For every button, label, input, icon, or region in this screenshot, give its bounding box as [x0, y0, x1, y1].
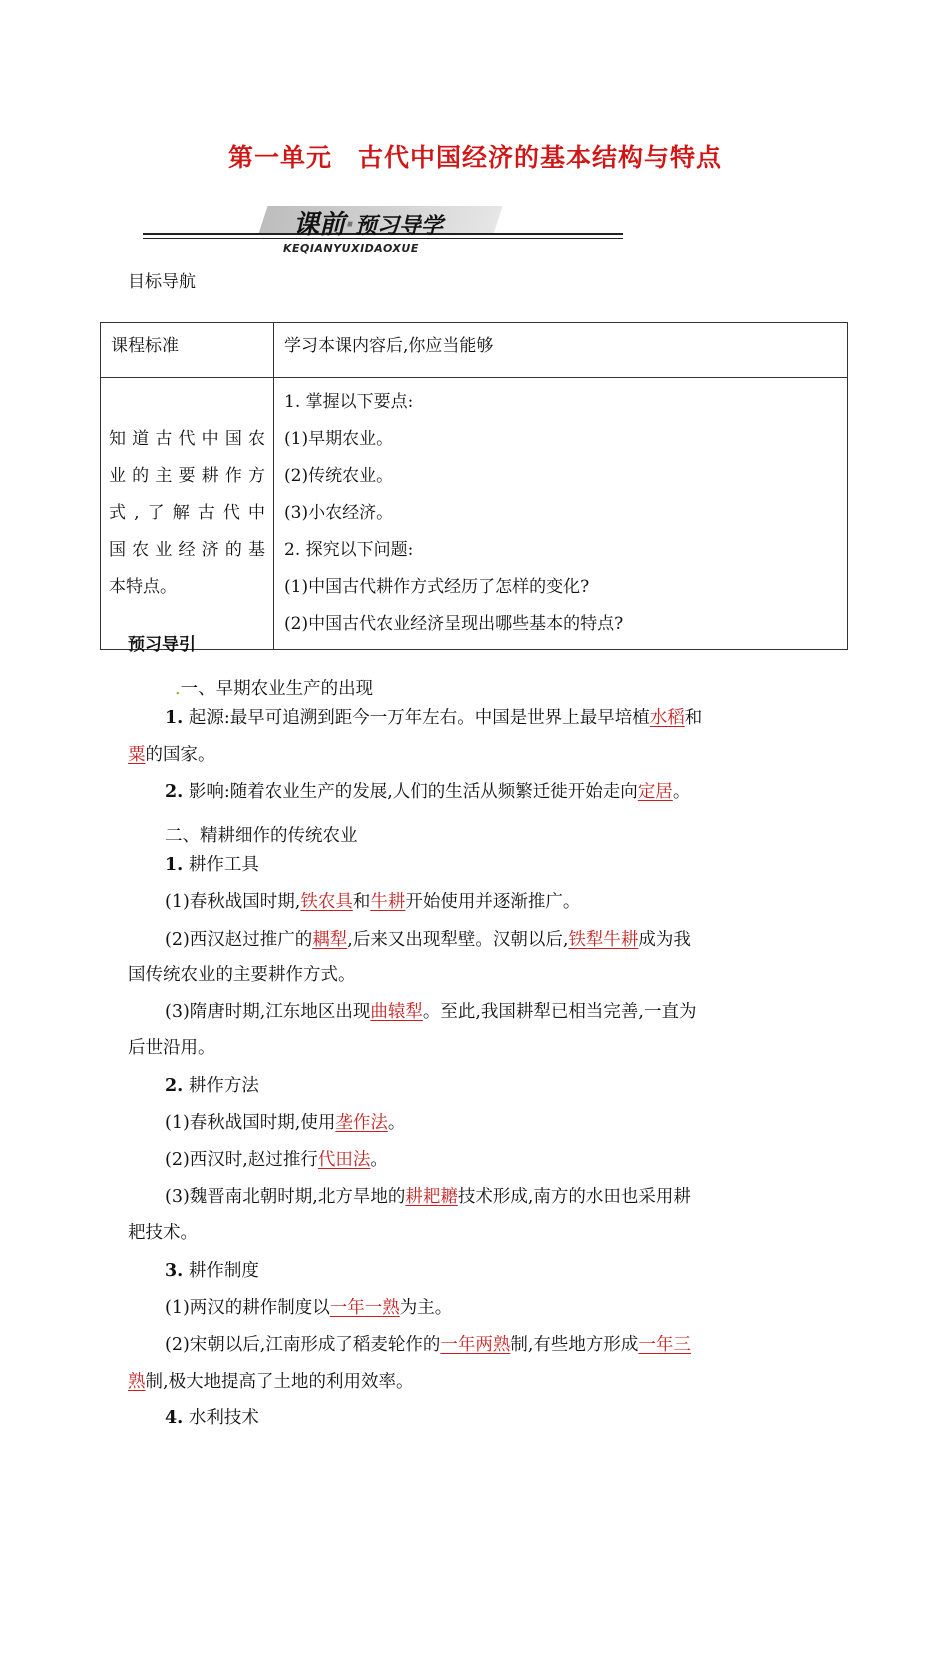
answer-three-crops-cont: 熟 — [128, 1372, 146, 1392]
header-right: 学习本课内容后,你应当能够 — [274, 323, 848, 378]
left-line: 式,了解古代中 — [109, 503, 265, 523]
methods-line-3-cont: 耙技术。 — [128, 1223, 198, 1243]
origin-line: 1. 起源:最早可追溯到距今一万年左右。中国是世界上最早培植水稻和 — [165, 708, 703, 728]
methods-heading: 2. 耕作方法 — [165, 1076, 259, 1096]
tools-heading: 1. 耕作工具 — [165, 855, 259, 875]
answer-one-crop: 一年一熟 — [329, 1298, 400, 1318]
system-line-1: (1)两汉的耕作制度以一年一熟为主。 — [165, 1298, 453, 1318]
impact-line: 2. 影响:随着农业生产的发展,人们的生活从频繁迁徙开始走向定居。 — [165, 782, 691, 802]
header-left: 课程标准 — [101, 323, 274, 378]
section-heading-2: 二、精耕细作的传统农业 — [165, 826, 358, 846]
learning-goals-cell — [274, 378, 848, 650]
section-heading-1: .一、早期农业生产的出现 — [175, 679, 374, 699]
table-row — [101, 323, 848, 378]
answer-iron-tools: 铁农具 — [300, 892, 353, 912]
section-banner — [143, 200, 623, 262]
s1-heading-text: 一、早期农业生产的出现 — [180, 679, 374, 699]
curriculum-standard-cell — [101, 378, 274, 650]
goal-line: (3)小农经济。 — [284, 503, 394, 523]
tools-line-2-cont: 国传统农业的主要耕作方式。 — [128, 965, 356, 985]
goal-line: (2)传统农业。 — [284, 466, 394, 486]
goal-line: (2)中国古代农业经济呈现出哪些基本的特点? — [284, 614, 624, 634]
banner-title — [293, 204, 443, 241]
banner-main: 课前 — [293, 210, 346, 240]
banner-dot: · — [345, 210, 355, 240]
methods-line-3: (3)魏晋南北朝时期,北方旱地的耕耙耱技术形成,南方的水田也采用耕 — [165, 1187, 691, 1207]
system-line-2: (2)宋朝以后,江南形成了稻麦轮作的一年两熟制,有些地方形成一年三 — [165, 1335, 691, 1355]
answer-ridge: 垄作法 — [335, 1113, 388, 1133]
banner-sub: 预习导学 — [354, 214, 443, 239]
goal-label: 目标导航 — [128, 272, 196, 292]
table-row — [101, 378, 848, 650]
answer-harrow: 耕耙耱 — [405, 1187, 458, 1207]
goal-line: 2. 探究以下问题: — [284, 540, 414, 560]
methods-line-1: (1)春秋战国时期,使用垄作法。 — [165, 1113, 406, 1133]
unit-title: 第一单元 古代中国经济的基本结构与特点 — [227, 143, 722, 172]
tools-line-3-cont: 后世沿用。 — [128, 1038, 216, 1058]
left-line: 本特点。 — [109, 577, 177, 597]
origin-line-cont: 粟的国家。 — [128, 745, 216, 765]
answer-rice: 水稻 — [649, 708, 685, 728]
answer-daitian: 代田法 — [317, 1150, 371, 1170]
answer-millet: 粟 — [128, 745, 146, 765]
answer-iron-ox: 铁犁牛耕 — [568, 930, 639, 950]
left-line: 业的主要耕作方 — [109, 466, 265, 486]
methods-line-2: (2)西汉时,赵过推行代田法。 — [165, 1150, 388, 1170]
left-line: 知道古代中国农 — [109, 429, 265, 449]
answer-curved-plough: 曲辕犁 — [370, 1002, 423, 1022]
system-heading: 3. 耕作制度 — [165, 1261, 259, 1281]
goal-line: 1. 掌握以下要点: — [284, 392, 414, 412]
answer-settle: 定居 — [637, 782, 673, 802]
goal-line: (1)早期农业。 — [284, 429, 394, 449]
preview-heading: 预习导引 — [128, 635, 196, 655]
water-heading: 4. 水利技术 — [165, 1408, 259, 1428]
tools-line-2: (2)西汉赵过推广的耦犁,后来又出现犁壁。汉朝以后,铁犁牛耕成为我 — [165, 930, 691, 950]
goal-table — [100, 322, 848, 650]
left-line: 国农业经济的基 — [109, 540, 265, 560]
tools-line-1: (1)春秋战国时期,铁农具和牛耕开始使用并逐渐推广。 — [165, 892, 581, 912]
goal-line: (1)中国古代耕作方式经历了怎样的变化? — [284, 577, 590, 597]
system-line-2-cont: 熟制,极大地提高了土地的利用效率。 — [128, 1372, 414, 1392]
banner-pinyin: KEQIANYUXIDAOXUE — [283, 242, 419, 255]
tools-line-3: (3)隋唐时期,江东地区出现曲辕犁。至此,我国耕犁已相当完善,一直为 — [165, 1002, 697, 1022]
answer-ou-plough: 耦犁 — [312, 930, 348, 950]
answer-two-crops: 一年两熟 — [440, 1335, 511, 1355]
answer-three-crops: 一年三 — [638, 1335, 691, 1355]
answer-ox-plough: 牛耕 — [370, 892, 406, 912]
